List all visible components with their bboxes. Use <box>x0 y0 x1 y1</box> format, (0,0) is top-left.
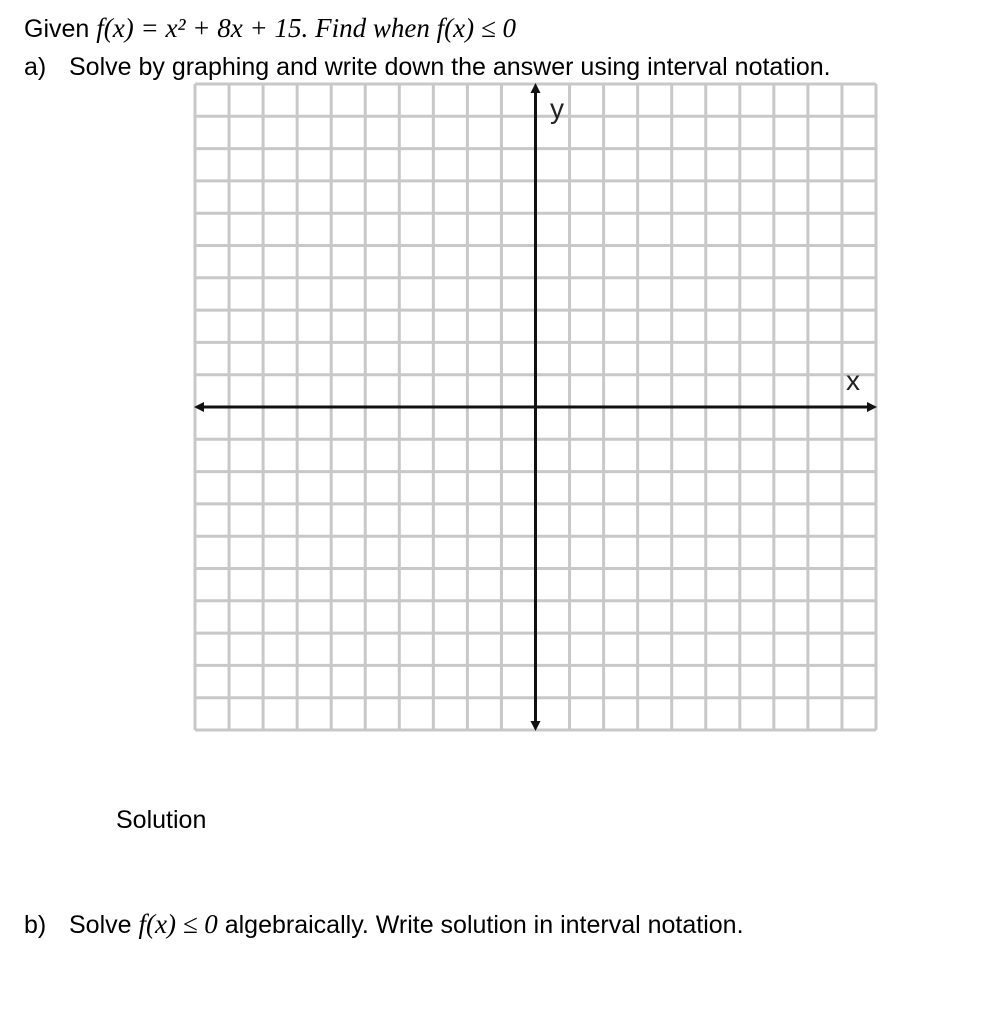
part-b-text-before: Solve <box>69 911 139 939</box>
part-b-text-after: algebraically. Write solution in interval notation. <box>217 911 744 939</box>
part-a-label: a) <box>24 53 47 81</box>
axes <box>199 88 872 726</box>
solution-label: Solution <box>116 806 207 834</box>
x-axis-label: x <box>846 365 860 396</box>
y-axis-label: y <box>550 93 564 124</box>
part-b-math: f(x) ≤ 0 <box>138 909 218 939</box>
given-prefix: Given <box>24 15 97 43</box>
part-b-label: b) <box>24 911 47 939</box>
function-definition: f(x) = x² + 8x + 15. <box>96 13 309 43</box>
part-b-instruction <box>24 909 744 940</box>
find-condition: Find when f(x) ≤ 0 <box>315 13 516 43</box>
part-a-text: Solve by graphing and write down the answer using interval notation. <box>69 53 831 81</box>
